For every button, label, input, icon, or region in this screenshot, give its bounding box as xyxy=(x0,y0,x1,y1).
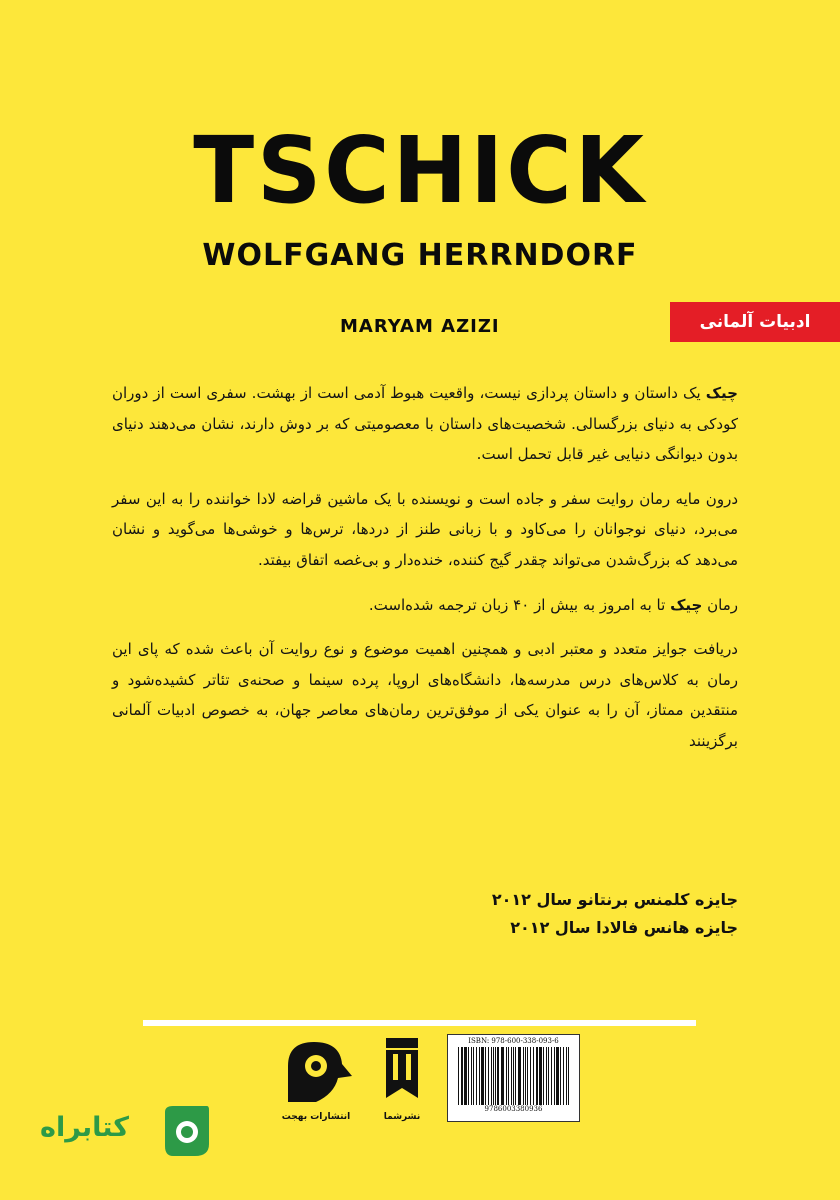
shoma-logo-icon xyxy=(382,1036,422,1106)
description-paragraph-3 xyxy=(112,590,738,621)
isbn-label: ISBN: 978-600-338-093-6 xyxy=(468,1037,559,1045)
title-highlight: چیک xyxy=(670,595,703,614)
store-logo xyxy=(40,1100,220,1160)
author-name: WOLFGANG HERRNDORF xyxy=(202,238,638,273)
paragraph-text: رمان xyxy=(702,595,738,614)
description-paragraph-1 xyxy=(112,378,738,470)
publisher-behjat xyxy=(276,1036,356,1122)
publisher-1-label: انتشارات بهجت xyxy=(281,1112,351,1122)
book-description xyxy=(112,378,738,771)
publisher-shoma xyxy=(378,1036,426,1122)
awards-list xyxy=(400,886,738,942)
book-leaf-icon xyxy=(157,1102,215,1160)
barcode-graphic xyxy=(454,1047,574,1105)
paragraph-text: تا به امروز به بیش از ۴۰ زبان ترجمه شده‌است. xyxy=(368,595,671,614)
category-badge: ادبیات آلمانی xyxy=(670,302,840,342)
isbn-number: 9786003380936 xyxy=(484,1105,543,1113)
award-item: جایزه کلمنس برنتانو سال ۲۰۱۲ xyxy=(491,890,738,909)
divider-line xyxy=(143,1020,696,1026)
description-paragraph-2: درون مایه رمان روایت سفر و جاده است و نویسنده با یک ماشین قراضه لادا خواننده را به این سفر می‌برد، دنیای نوجوانان را می‌کاود و با زبانی طنز از دردها، ترس‌ها و خوشی‌ها می‌گوید و نشان می‌دهد که بزرگ‌شدن می‌تواند چقدر گیج کننده، خنده‌دار و بی‌غصه اتفاق بیفتد. xyxy=(112,489,738,569)
book-title: TSCHICK xyxy=(193,117,647,224)
publisher-2-label: نشرشما xyxy=(383,1112,421,1122)
translator-name: MARYAM AZIZI xyxy=(340,316,500,337)
description-paragraph-4: دریافت جوایز متعدد و معتبر ادبی و همچنین اهمیت موضوع و نوع روایت آن باعث شده که پای این رمان به کلاس‌های درس مدرسه‌ها، دانشگاه‌های اروپا، پرده سینما و صحنه‌ی تئاتر کشیده‌شود و منتقدین ممتاز، آن را به عنوان یکی از موفق‌ترین رمان‌های معاصر جهان، به خصوص ادبیات آلمانی برگزینند xyxy=(112,640,738,750)
store-logo-text: کتابراه xyxy=(40,1112,129,1143)
paragraph-text: یک داستان و داستان پردازی نیست، واقعیت هبوط آدمی است از بهشت. سفری است از دوران کودکی به دنیای بزرگسالی. شخصیت‌های داستان با معصومیتی که بر دوش دارند، نشان می‌دهند دنیای بدون دیوانگی دنیایی غیر قابل تحمل است. xyxy=(112,384,738,464)
award-item: جایزه هانس فالادا سال ۲۰۱۲ xyxy=(510,918,738,937)
bird-logo-icon xyxy=(276,1036,356,1106)
title-highlight: چیک xyxy=(705,384,738,402)
isbn-barcode xyxy=(447,1034,580,1122)
